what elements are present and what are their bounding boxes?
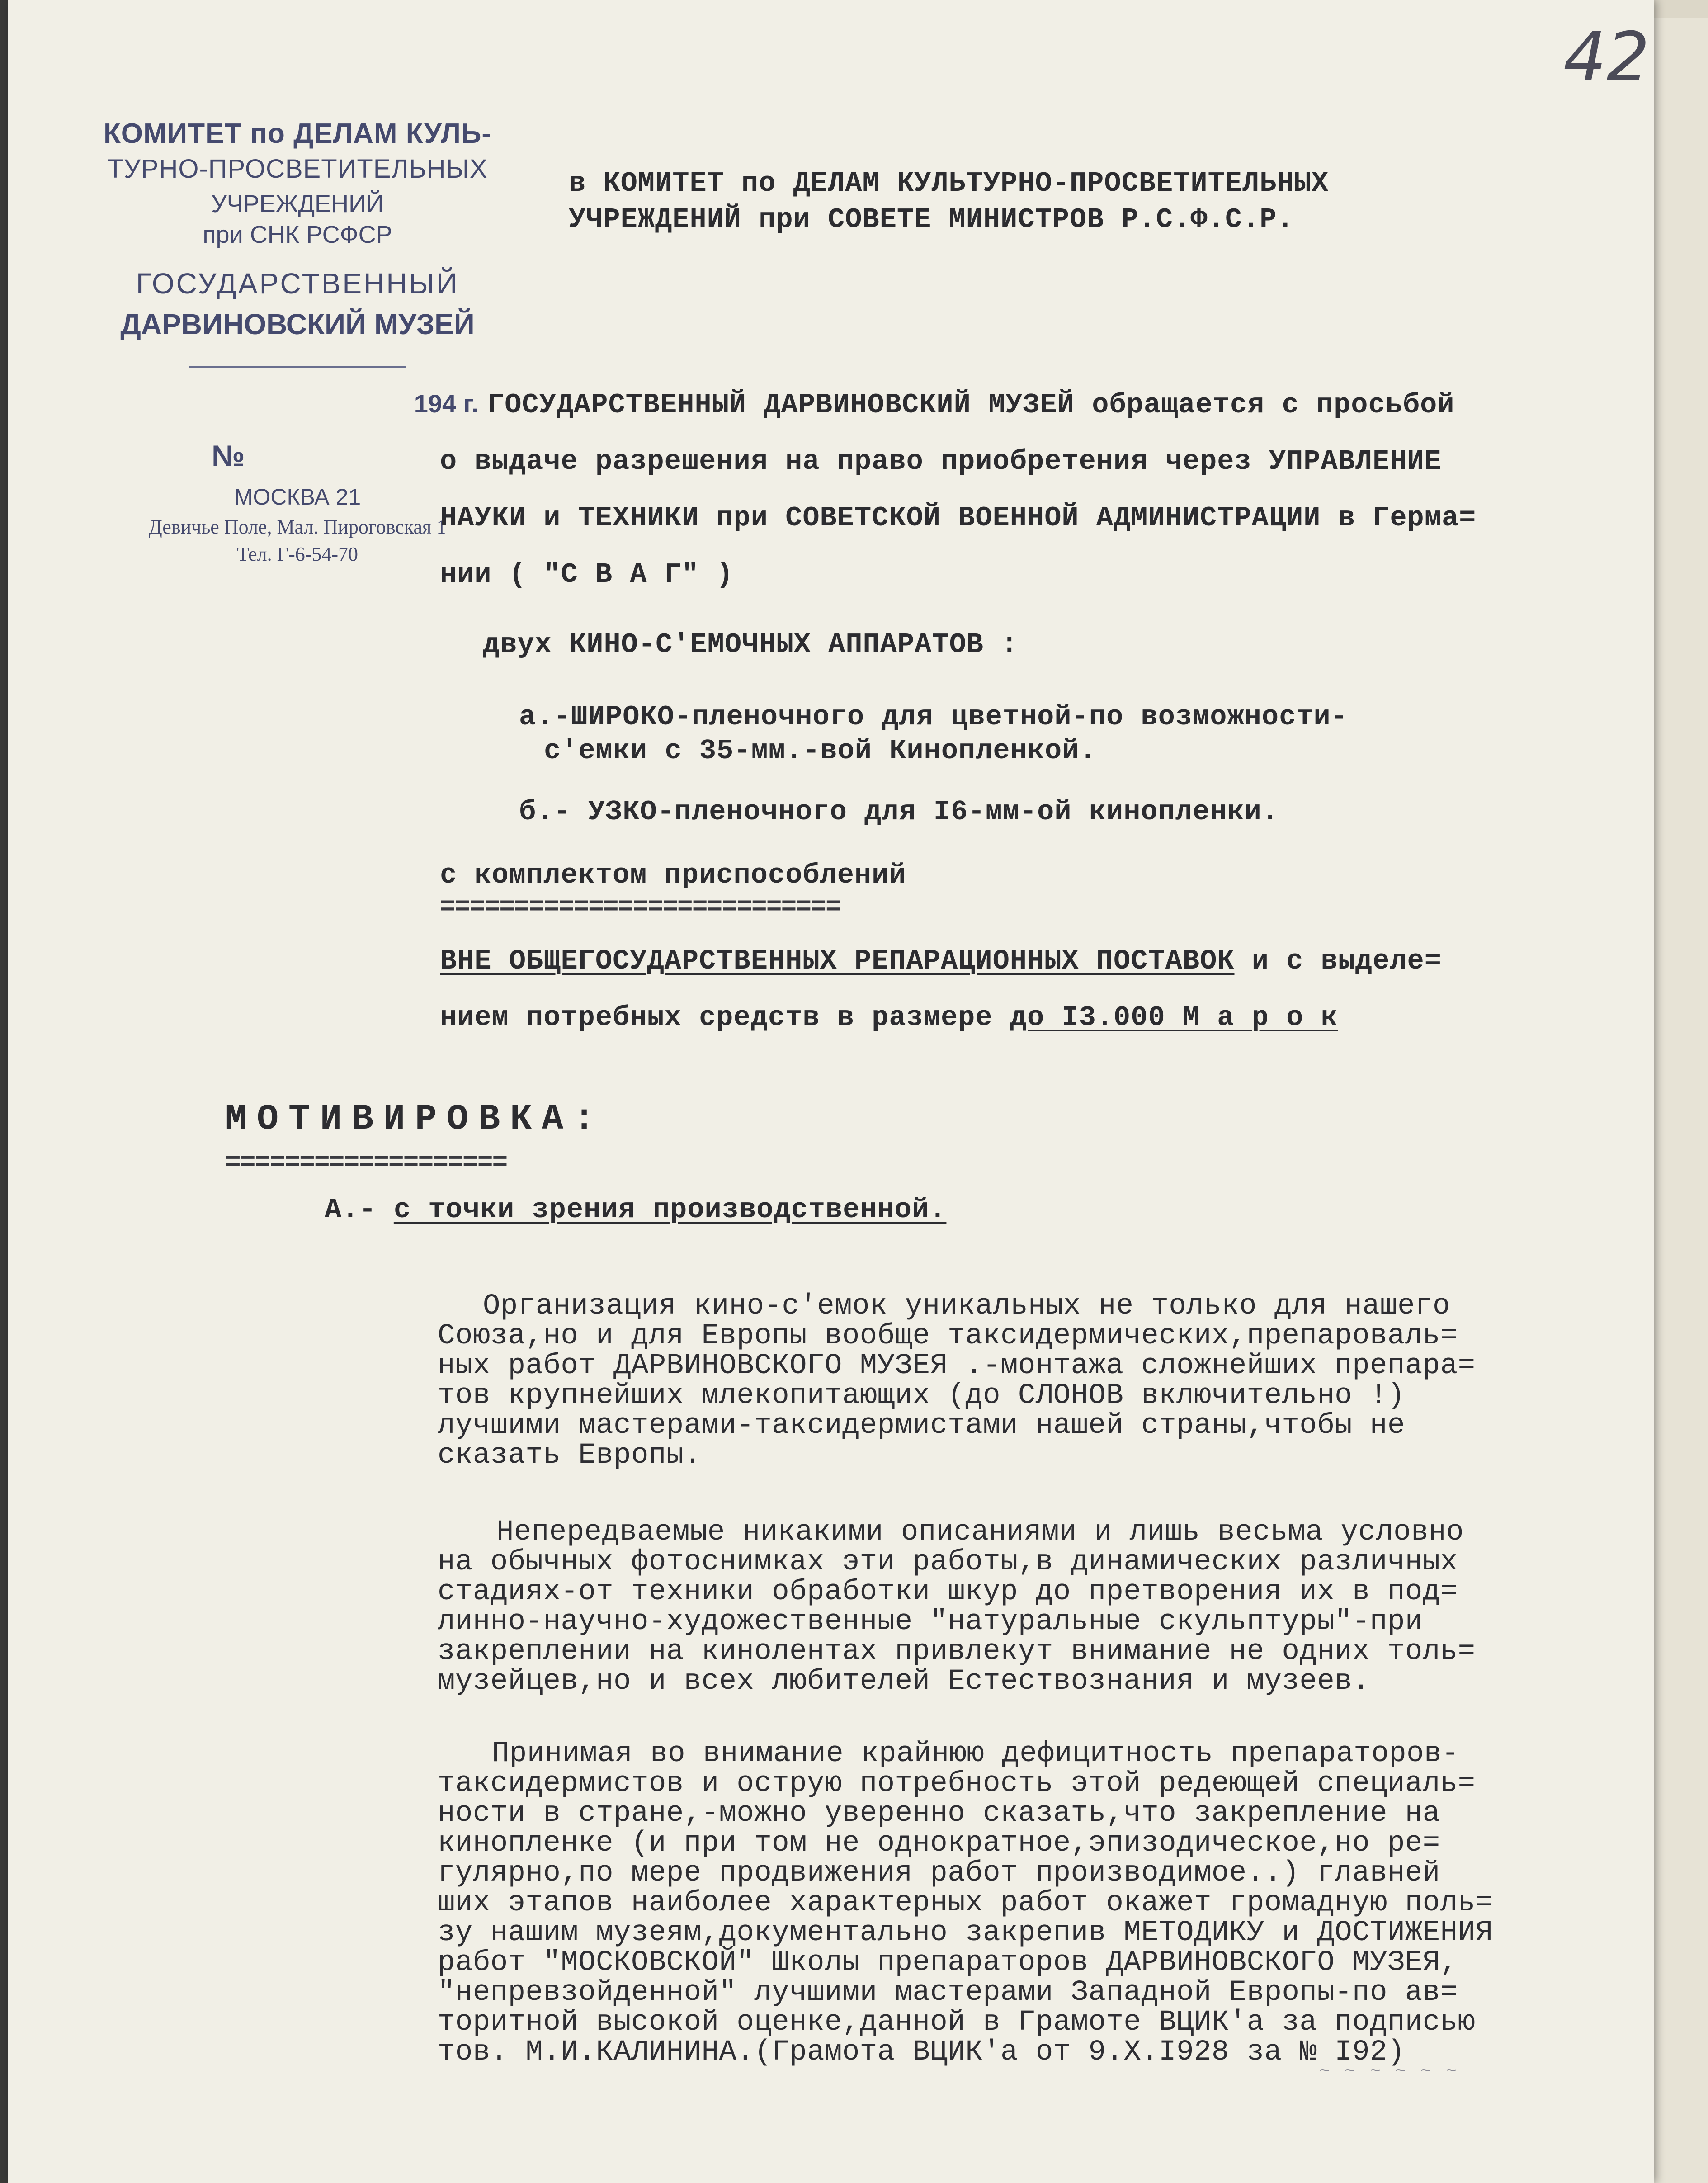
museum-stamp (99, 109, 496, 565)
stamp-number: № (212, 439, 245, 473)
reparation-line (440, 945, 1442, 977)
paragraph-line: тов крупнейших млекопитающих (до СЛОНОВ включительно !) (438, 1380, 1405, 1412)
item-b: б.- УЗКО-пленочного для I6-мм-ой кинопленки. (519, 796, 1279, 828)
paragraph-line: стадиях-от техники обработки шкур до претворения их в под= (438, 1576, 1458, 1608)
paragraph-line: зу нашим музеям,документально закрепив МЕТОДИКУ и ДОСТИЖЕНИЯ (438, 1917, 1493, 1949)
paragraph-line: Организация кино-с'емок уникальных не только для нашего (483, 1290, 1450, 1323)
paragraph-line: Непередваемые никакими описаниями и лишь весьма условно (496, 1516, 1464, 1549)
request-line: ГОСУДАРСТВЕННЫЙ ДАРВИНОВСКИЙ МУЗЕЙ обращается с просьбой (487, 389, 1455, 421)
paragraph-line: таксидермистов и острую потребность этой редеющей специаль= (438, 1767, 1476, 1800)
stamp-line: ТУРНО-ПРОСВЕТИТЕЛЬНЫХ (107, 154, 488, 184)
funds-line (440, 1002, 1338, 1034)
equipment-rule: =========================== (440, 893, 840, 922)
item-a-cont: с'емки с 35-мм.-вой Кинопленкой. (544, 735, 1097, 767)
request-line: нии ( "С В А Г" ) (440, 558, 734, 591)
motivation-rule: =================== (225, 1148, 507, 1178)
reparation-emphasis: ВНЕ ОБЩЕГОСУДАРСТВЕННЫХ РЕПАРАЦИОННЫХ ПОСТАВОК (440, 945, 1235, 977)
subsection-a (325, 1194, 946, 1226)
paragraph-line: закреплении на кинолентах привлекут внимание не одних толь= (438, 1635, 1476, 1668)
paragraph-line: сказать Европы. (438, 1439, 702, 1472)
motivation-heading: МОТИВИРОВКА: (225, 1099, 605, 1140)
paragraph-line: ности в стране,-можно уверенно сказать,что закрепление на (438, 1797, 1440, 1830)
paragraph-line: музейцев,но и всех любителей Естествознания и музеев. (438, 1665, 1370, 1698)
paragraph-line: Союза,но и для Европы вообще таксидермических,препароваль= (438, 1320, 1458, 1352)
funds-text: нием потребных средств в размере (440, 1002, 1010, 1034)
stamp-phone: Тел. Г-6-54-70 (236, 543, 359, 565)
request-line: двух КИНО-С'ЕМОЧНЫХ АППАРАТОВ : (483, 628, 1019, 661)
document-page (8, 0, 1654, 2183)
funds-amount: до I3.000 М а р о к (1010, 1002, 1338, 1034)
subsection-a-prefix: А.- (325, 1194, 394, 1226)
stamp-line: УЧРЕЖДЕНИЙ (211, 190, 384, 217)
request-line: НАУКИ и ТЕХНИКИ при СОВЕТСКОЙ ВОЕННОЙ АДМИНИСТРАЦИИ в Герма= (440, 502, 1477, 534)
paragraph-line: ных работ ДАРВИНОВСКОГО МУЗЕЯ .-монтажа сложнейших препара= (438, 1350, 1476, 1382)
stamp-line: при СНК РСФСР (203, 221, 392, 248)
paragraph-line: кинопленке (и при том не однократное,эпизодическое,но ре= (438, 1827, 1440, 1860)
paragraph-line: торитной высокой оценке,данной в Грамоте ВЦИК'а за подписью (438, 2006, 1476, 2039)
stamp-rule (189, 366, 406, 368)
subsection-a-title: с точки зрения производственной. (393, 1194, 947, 1226)
paragraph-line: гулярно,по мере продвижения работ производимое..) главней (438, 1857, 1440, 1890)
reparation-rest: и с выделе= (1234, 945, 1442, 977)
paragraph-2 (438, 1488, 1475, 1696)
stamp-city: МОСКВА 21 (234, 484, 361, 510)
paragraph-line: лучшими мастерами-таксидермистами нашей страны,чтобы не (438, 1409, 1405, 1442)
stamp-line: ГОСУДАРСТВЕННЫЙ (136, 267, 459, 300)
stamp-line: КОМИТЕТ по ДЕЛАМ КУЛЬ- (103, 118, 492, 149)
paragraph-line: работ "МОСКОВСКОЙ" Школы препараторов ДАРВИНОВСКОГО МУЗЕЯ, (438, 1947, 1458, 1979)
item-a: а.-ШИРОКО-пленочного для цветной-по возможности- (519, 701, 1348, 733)
stamp-address: Девичье Поле, Мал. Пироговская 1 (148, 516, 447, 538)
paragraph-1 (438, 1262, 1475, 1470)
paragraph-line: "непревзойденной" лучшими мастерами Западной Европы-по ав= (438, 1976, 1458, 2009)
faint-signature-mark: ~ ~ ~ ~ ~ ~ (1319, 2062, 1459, 2082)
page-number: 42 (1563, 18, 1650, 97)
paragraph-line: тов. М.И.КАЛИНИНА.(Грамота ВЦИК'а от 9.Х.I928 за № I92) (438, 2036, 1405, 2069)
paragraph-line: линно-научно-художественные "натуральные скульптуры"-при (438, 1606, 1423, 1638)
addressee-line: УЧРЕЖДЕНИЙ при СОВЕТЕ МИНИСТРОВ Р.С.Ф.С.Р. (569, 203, 1294, 236)
stamp-line: ДАРВИНОВСКИЙ МУЗЕЙ (120, 308, 475, 340)
paragraph-3 (438, 1709, 1493, 2067)
equipment-line: с комплектом приспособлений (440, 859, 906, 891)
stamp-date: 194 г. (414, 389, 478, 418)
request-line: о выдаче разрешения на право приобретения через УПРАВЛЕНИЕ (440, 445, 1442, 477)
addressee-line: в КОМИТЕТ по ДЕЛАМ КУЛЬТУРНО-ПРОСВЕТИТЕЛЬНЫХ (569, 167, 1329, 199)
paragraph-line: Принимая во внимание крайнюю дефицитность препараторов- (492, 1738, 1459, 1770)
paragraph-line: ших этапов наиболее характерных работ окажет громадную поль= (438, 1887, 1493, 1919)
paragraph-line: на обычных фотоснимках эти работы,в динамических различных (438, 1546, 1458, 1578)
